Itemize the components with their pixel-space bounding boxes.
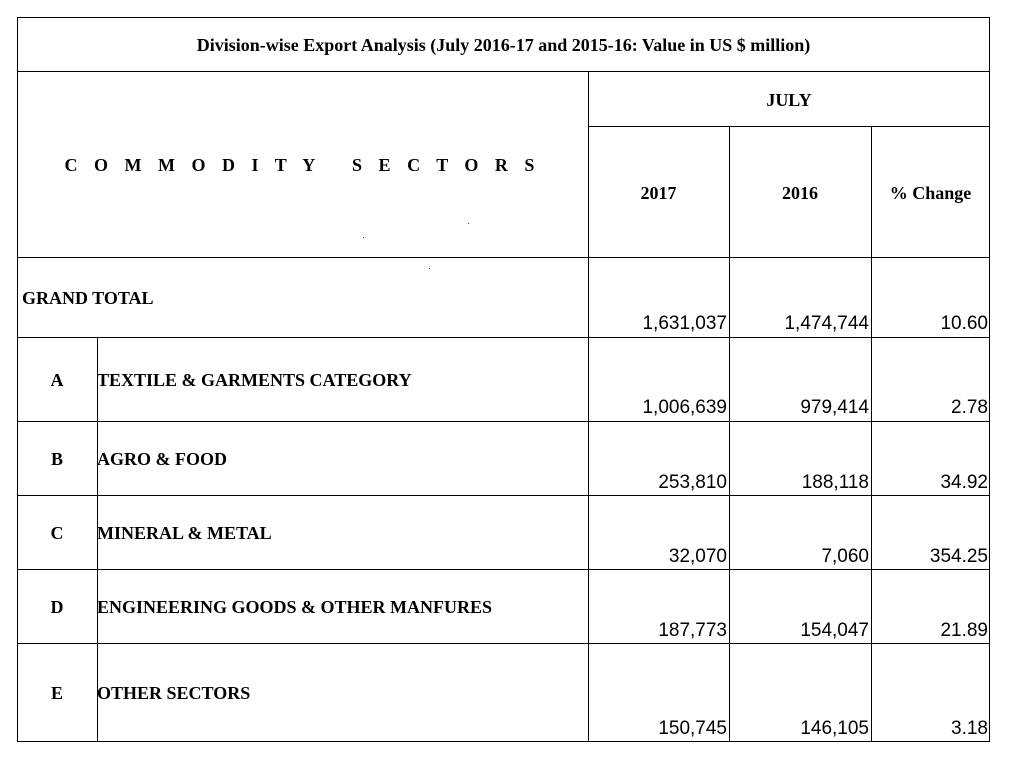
row-value-2017: 187,773: [658, 620, 727, 641]
rule-left-of-2016: [729, 126, 730, 742]
row-sector: ENGINEERING GOODS & OTHER MANFURES: [97, 597, 493, 617]
row-change: 354.25: [929, 546, 988, 567]
rule-below-row-a: [17, 421, 990, 422]
row-value-2017: 253,810: [658, 472, 727, 493]
row-sector: OTHER SECTORS: [97, 683, 251, 703]
commodity-sectors-header: C O M M O D I T Y S E C T O R S: [64, 155, 541, 175]
row-value-2016: 188,118: [801, 472, 869, 493]
column-header-2016: 2016: [782, 183, 818, 203]
rule-below-title: [17, 71, 990, 72]
row-sector: MINERAL & METAL: [97, 523, 272, 543]
scan-dot: [468, 223, 469, 224]
row-value-2016: 154,047: [800, 620, 869, 641]
row-code: E: [50, 683, 63, 703]
rule-below-row-c: [17, 569, 990, 570]
row-change: 2.78: [951, 397, 988, 418]
row-code: C: [50, 523, 64, 543]
grand-total-2016: 1,474,744: [784, 313, 869, 334]
row-value-2016: 979,414: [800, 397, 869, 418]
rule-below-row-d: [17, 643, 990, 644]
row-value-2017: 150,745: [658, 718, 727, 739]
row-code: D: [50, 597, 64, 617]
rule-below-grand-total: [17, 337, 990, 338]
rule-below-july: [588, 126, 990, 127]
rule-left-of-change: [871, 126, 872, 742]
row-change: 3.18: [951, 718, 988, 739]
row-change: 34.92: [940, 472, 988, 493]
row-value-2017: 32,070: [668, 546, 727, 567]
rule-below-row-b: [17, 495, 990, 496]
row-value-2016: 146,105: [800, 718, 869, 739]
grand-total-label: GRAND TOTAL: [22, 288, 154, 308]
row-value-2016: 7,060: [821, 546, 869, 567]
july-header: JULY: [766, 90, 812, 110]
row-sector: AGRO & FOOD: [97, 449, 227, 469]
row-code: B: [50, 449, 63, 469]
column-header-change: % Change: [889, 183, 972, 203]
rule-below-header: [17, 257, 990, 258]
grand-total-change: 10.60: [940, 313, 988, 334]
grand-total-2017: 1,631,037: [642, 313, 727, 334]
row-sector: TEXTILE & GARMENTS CATEGORY: [97, 370, 412, 390]
row-code: A: [50, 370, 64, 390]
row-change: 21.89: [940, 620, 988, 641]
row-value-2017: 1,006,639: [642, 397, 727, 418]
table-title: Division-wise Export Analysis (July 2016-17 and 2015-16: Value in US $ million): [196, 35, 811, 55]
scan-dot: [429, 268, 430, 269]
column-header-2017: 2017: [640, 183, 677, 203]
scan-dot: [363, 237, 364, 238]
